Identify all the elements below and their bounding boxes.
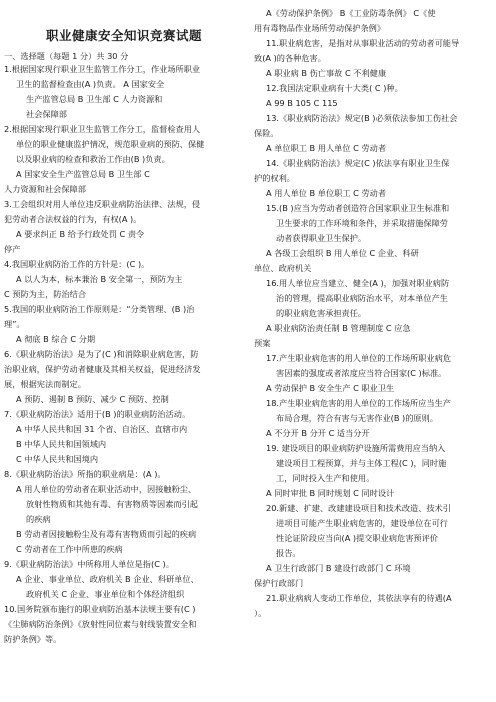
left-question-list — [4, 62, 244, 647]
text-line: 进项目可能产生职业病危害的，建设单位在可行 — [276, 518, 448, 528]
text-line: 工，同时投入生产和使用。 — [276, 473, 375, 483]
text-line: 保护行政部门 — [254, 578, 304, 588]
text-line: A 以人为本，标本兼治 B 安全第一，预防为主 — [16, 274, 183, 284]
text-line: 以及职业病的检查和救治工作由(B )负责。 — [16, 154, 170, 164]
document-title: 职业健康安全知识竞赛试题 — [45, 28, 202, 43]
text-line: 展，根据宪法而制定。 — [4, 379, 86, 389]
text-line: 《尘肺病防治条例》《放射性同位素与射线装置安全和 — [4, 619, 197, 629]
text-line: 18.产生职业病危害的用人单位的工作场所应当生产 — [266, 398, 451, 408]
text-line: 停产 — [4, 244, 21, 254]
text-line: A 中华人民共和国 31 个省、自治区、直辖市内 — [16, 424, 188, 434]
text-line: 单位、政府机关 — [254, 263, 312, 273]
text-line: 社会保障部 — [26, 109, 67, 119]
text-line: A 企业、事业单位、政府机关 B 企业、科研单位、 — [16, 574, 199, 584]
text-line: 9.《职业病防治法》中所称用人单位是指(C )。 — [4, 559, 174, 569]
text-line: 布局合理，符合有害与无害作业(B )的原则。 — [276, 413, 438, 423]
text-line: 报告。 — [276, 548, 301, 558]
text-line: A《劳动保护条例》 B《工业防毒条例》 C《使 — [266, 8, 436, 18]
text-line: 生产监管总局 B 卫生部 C 人力资源和 — [26, 94, 163, 104]
text-line: 7.《职业病防治法》适用于(B )的职业病防治活动。 — [4, 409, 191, 419]
right-question-list — [254, 6, 494, 621]
text-line: 致(A )的各种危害。 — [254, 53, 326, 63]
text-line: 2.根据国家现行职业卫生监管工作分工，监督检查用人 — [4, 124, 201, 134]
text-line: A 卫生行政部门 B 建设行政部门 C 环境 — [266, 563, 411, 573]
text-line: 用有毒物品作业场所劳动保护条例》 — [254, 23, 386, 33]
text-line: 12.我国法定职业病有十大类( C )种。 — [266, 83, 403, 93]
text-line: 5.我国的职业病防治工作原则是：“分类管理、(B )治 — [4, 304, 195, 314]
text-line: C 劳动者在工作中所患的疾病 — [16, 544, 123, 554]
text-line: 保险。 — [254, 128, 279, 138]
text-line: 17.产生职业病危害的用人单位的工作场所职业病危 — [266, 353, 451, 363]
text-line: C 预防为主，防治结合 — [4, 289, 87, 299]
text-line: 10.国务院颁布施行的职业病防治基本法规主要有(C ) — [4, 604, 196, 614]
text-line: 害因素的强度或者浓度应当符合国家(C )标准。 — [276, 368, 447, 378]
text-line: 6.《职业病防治法》是为了(C )和消除职业病危害，防 — [4, 349, 199, 359]
text-line: A 彻底 B 综合 C 分期 — [16, 334, 96, 344]
section-heading: 一、选择题（每题 1 分）共 30 分 — [4, 51, 129, 61]
text-line: A 各级工会组织 B 用人单位 C 企业、科研 — [266, 248, 419, 258]
text-line: 放射性物质和其他有毒、有害物质等因素而引起 — [26, 499, 198, 509]
text-line: 的疾病 — [26, 514, 51, 524]
text-line: 预案 — [254, 338, 271, 348]
text-line: A 用人单位 B 单位职工 C 劳动者 — [266, 188, 387, 198]
text-line: A 同时审批 B 同时规划 C 同时设计 — [266, 488, 395, 498]
text-line: 性论证阶段应当向(A )提交职业病危害预评价 — [276, 533, 438, 543]
text-line: A 用人单位的劳动者在职业活动中，因接触粉尘、 — [16, 484, 197, 494]
text-line: 卫生的监督检查由(A )负责。 A 国家安全 — [16, 79, 165, 89]
text-line: 11.职业病危害，是指对从事职业活动的劳动者可能导 — [266, 38, 460, 48]
text-line: A 要求纠正 B 给予行政处罚 C 责令 — [16, 229, 145, 239]
left-column — [4, 0, 244, 702]
text-line: 14.《职业病防治法》规定(C )依法享有职业卫生保 — [266, 158, 450, 168]
text-line: A 劳动保护 B 安全生产 C 职业卫生 — [266, 383, 395, 393]
text-line: 动者获得职业卫生保护。 — [276, 233, 367, 243]
text-line: 建设项目工程预算，并与主体工程(C )，同时施 — [276, 458, 447, 468]
text-line: 8.《职业病防治法》所指的职业病是：(A )。 — [4, 469, 166, 479]
text-line: A 单位职工 B 用人单位 C 劳动者 — [266, 143, 387, 153]
text-line: A 职业病 B 伤亡事故 C 不利健康 — [266, 68, 387, 78]
text-line: A 99 B 105 C 115 — [266, 98, 338, 108]
text-line: 1.根据国家现行职业卫生监管工作分工，作业场所职业 — [4, 64, 201, 74]
text-line: 治职业病，保护劳动者健康及其相关权益，促进经济发 — [4, 364, 201, 374]
text-line: 治的管理，提高职业病防治水平，对本单位产生 — [276, 293, 448, 303]
text-line: 4.我国职业病防治工作的方针是：(C )。 — [4, 259, 150, 269]
text-line: B 劳动者因接触粉尘及有毒有害物质而引起的疾病 — [16, 529, 197, 539]
text-line: 20.新建、扩建、改建建设项目和技术改造、技术引 — [266, 503, 451, 513]
text-line: 15.(B )应当为劳动者创造符合国家职业卫生标准和 — [266, 203, 450, 213]
text-line: 卫生要求的工作环境和条件，并采取措施保障劳 — [276, 218, 448, 228]
text-line: C 中华人民共和国境内 — [16, 454, 99, 464]
text-line: ）。 — [254, 608, 267, 618]
text-line: 人力资源和社会保障部 — [4, 184, 86, 194]
text-line: 防护条例》等。 — [4, 634, 62, 644]
text-line: B 中华人民共和国领域内 — [16, 439, 107, 449]
text-line: A 预防、遏制 B 预防、减少 C 预防、控制 — [16, 394, 169, 404]
text-line: 的职业病危害承担责任。 — [276, 308, 367, 318]
text-line: A 不分开 B 分开 C 适当分开 — [266, 428, 370, 438]
text-line: 政府机关 C 企业、事业单位和个体经济组织 — [26, 589, 185, 599]
text-line: 13.《职业病防治法》规定(B )必须依法参加工伤社会 — [266, 113, 458, 123]
text-line: 单位的职业健康监护情况，规范职业病的预防、保健 — [16, 139, 205, 149]
text-line: 16.用人单位应当建立、健全(A )，加强对职业病防 — [266, 278, 450, 288]
text-line: 护的权利。 — [254, 173, 295, 183]
text-line: 21.职业病病人变动工作单位，其依法享有的待遇(A — [266, 593, 452, 603]
text-line: A 职业病防治责任制 B 管理制度 C 应急 — [266, 323, 411, 333]
text-line: 3.工会组织对用人单位违反职业病防治法律、法规，侵 — [4, 199, 201, 209]
right-column — [254, 0, 494, 702]
text-line: 犯劳动者合法权益的行为，有权(A )。 — [4, 214, 142, 224]
text-line: 理”。 — [4, 319, 25, 329]
text-line: A 国家安全生产监管总局 B 卫生部 C — [16, 169, 150, 179]
text-line: 19. 建设项目的职业病防护设施所需费用应当纳入 — [266, 443, 446, 453]
